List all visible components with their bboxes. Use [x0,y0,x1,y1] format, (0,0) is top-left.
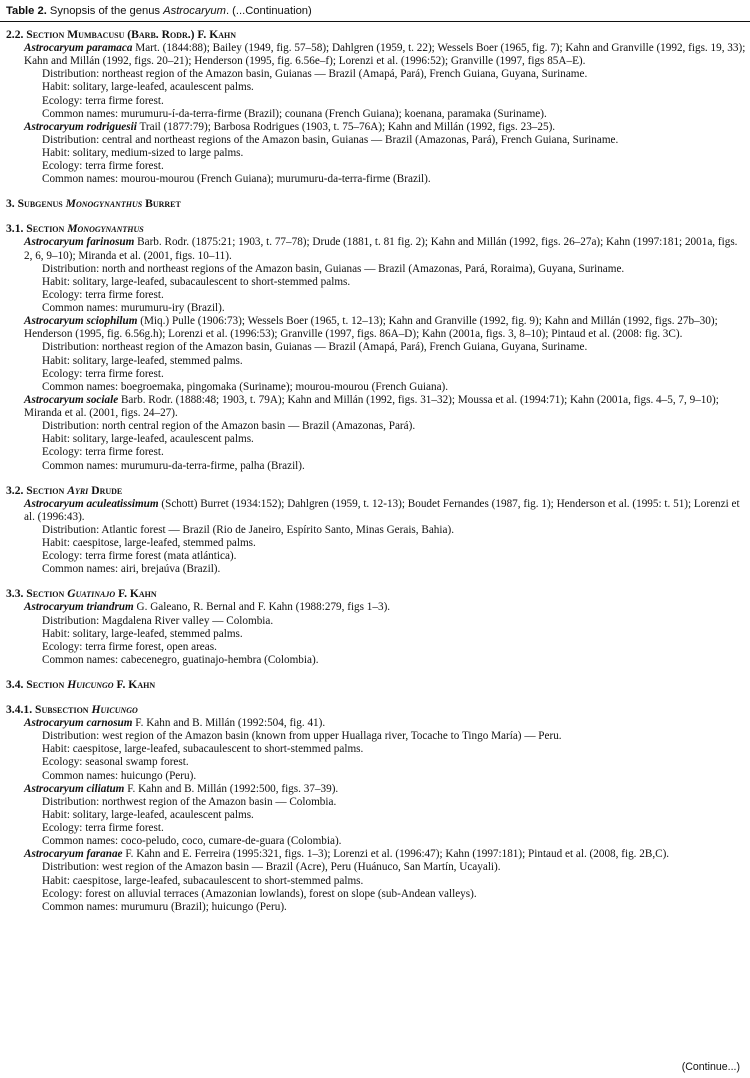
species-entry [6,848,746,861]
species-detail-line: Habit: caespitose, large-leafed, stemmed palms. [42,537,256,549]
section-heading [6,703,746,717]
section-gap [6,576,746,587]
section-taxon: Huicungo [67,678,114,691]
species-name: Astrocaryum sociale [24,393,119,406]
caption-genus: Astrocaryum [163,5,226,17]
species-detail-line: Distribution: north central region of the Amazon basin — Brazil (Amazonas, Pará). [42,420,416,433]
species-detail-line: Ecology: terra firme forest. [42,367,164,380]
species-references: G. Galeano, R. Bernal and F. Kahn (1988:279, figs 1–3). [136,601,391,614]
species-detail-line: Habit: solitary, large-leafed, acaulescent palms. [42,433,254,446]
section-number: 3.4.1. [6,703,33,716]
species-detail-line: Ecology: terra firme forest. [42,288,164,301]
species-detail-line: Common names: murumuru-iry (Brazil). [42,302,225,314]
section-rank: Section [26,587,65,601]
species-entry [6,601,746,614]
species-entry [6,717,746,730]
section-heading [6,484,746,498]
species-entry [6,783,746,796]
section-gap [6,211,746,222]
species-detail-line: Common names: murumuru (Brazil); huicungo (Peru). [42,900,287,913]
species-detail-line: Distribution: west region of the Amazon basin — Brazil (Acre), Peru (Huánuco, San Martín, Ucayali). [42,861,501,874]
species-references: Barb. Rodr. (1875:21; 1903, t. 77–78); Drude (1881, t. 81 fig. 2); Kahn and Millán (1992, figs. 26–27a); Kahn (1997:181; 2001a, figs. 2, 6, 9–10); Miranda et al. (2001, figs. 10–11). [24,236,738,262]
section-rank: Subgenus [17,197,63,211]
species-name: Astrocaryum aculeatissimum [24,497,159,510]
species-detail-line: Habit: solitary, large-leafed, stemmed palms. [42,354,243,367]
species-detail-line: Habit: solitary, large-leafed, acaulescent palms. [42,81,254,94]
section-number: 2.2. [6,28,24,41]
caption-text-after: . (...Continuation) [225,5,312,17]
species-detail-line: Common names: cabecenegro, guatinajo-hembra (Colombia). [42,653,319,666]
caption-text-before: Synopsis of the genus [46,5,164,17]
section-heading [6,587,746,601]
species-detail-line: Distribution: northeast region of the Amazon basin, Guianas — Brazil (Amapá, Pará), French Guiana, Guyana, Suriname. [42,341,588,354]
species-detail-line: Ecology: terra firme forest. [42,446,164,459]
section-number: 3.3. [6,587,24,601]
section-rank: Section [26,28,65,41]
species-detail-line: Distribution: north and northeast regions of the Amazon basin, Guianas — Brazil (Amazonas, Pará, Roraima), Guyana, Suriname. [42,262,625,275]
section-taxon: Monogynanthus [65,197,143,211]
species-detail-line: Ecology: terra firme forest (mata atlántica). [42,550,237,563]
caption-label: Table 2. [6,5,47,17]
species-name: Astrocaryum rodriguesii [24,120,137,133]
section-rank: Section [26,483,65,497]
section-heading [6,28,746,42]
species-detail-line: Distribution: Atlantic forest — Brazil (Rio de Janeiro, Espírito Santo, Minas Gerais, Bahia). [42,523,454,536]
species-detail-line: Distribution: west region of the Amazon basin (known from upper Huallaga river, Tocache to Tingo María) — Peru. [42,730,562,743]
section-author: (Barb. Rodr.) F. Kahn [127,28,236,41]
species-entry [6,42,746,68]
section-gap [6,667,746,678]
section-gap [6,692,746,703]
section-taxon: Monogynanthus [67,222,144,236]
species-detail-line: Ecology: seasonal swamp forest. [42,756,189,769]
species-detail-line: Distribution: northeast region of the Amazon basin, Guianas — Brazil (Amapá, Pará), French Guiana, Guyana, Suriname. [42,68,588,81]
section-gap [6,473,746,484]
section-author: F. Kahn [116,678,156,691]
synopsis-content [6,28,746,914]
species-detail-line: Ecology: terra firme forest. [42,160,164,173]
species-detail-line: Common names: murumuru-í-da-terra-firme (Brazil); counana (French Guiana); koenana, paramaka (Suriname). [42,107,547,120]
species-detail-line: Common names: boegroemaka, pingomaka (Suriname); mourou-mourou (French Guiana). [42,380,449,393]
species-name: Astrocaryum ciliatum [24,782,125,795]
species-detail-line: Common names: huicungo (Peru). [42,769,197,782]
species-name: Astrocaryum paramaca [24,42,133,54]
species-entry [6,394,746,420]
section-author: Drude [91,483,123,497]
table-caption [6,4,312,18]
species-detail-line: Distribution: Magdalena River valley — Colombia. [42,614,274,627]
species-name: Astrocaryum triandrum [24,601,134,614]
species-references: Barb. Rodr. (1888:48; 1903, t. 79A); Kahn and Millán (1992, figs. 31–32); Moussa et al. (1994:71); Kahn (2001a, figs. 4–5, 7, 9–10); Miranda et al. (2001, figs. 24–27). [24,393,719,419]
species-entry [6,498,746,524]
species-detail-line: Habit: caespitose, large-leafed, subacaulescent to short-stemmed palms. [42,743,364,756]
species-detail-line: Ecology: forest on alluvial terraces (Amazonian lowlands), forest on slope (sub-Andean valleys). [42,887,477,900]
section-heading [6,222,746,236]
section-rank: Section [26,678,65,691]
section-number: 3.4. [6,678,24,691]
species-references: (Miq.) Pulle (1906:73); Wessels Boer (1965, t. 12–13); Kahn and Granville (1992, fig. 9); Kahn and Millán (1992, figs. 27b–30); Henderson (1995, fig. 6.56g.h); Lorenzi et al. (1996:53); Granville (1997, figs. 86A–D); Kahn (2001a, figs. 3, 8–10); Pintaud et al. (2008: fig. 3C). [24,315,718,341]
species-references: (Schott) Burret (1934:152); Dahlgren (1959, t. 12-13); Boudet Fernandes (1987, fig. 1); Henderson et al. (1995: t. 51); Lorenzi et al. (1996:43). [24,497,740,523]
species-detail-line: Common names: mourou-mourou (French Guiana); murumuru-da-terra-firme (Brazil). [42,173,431,186]
section-number: 3.2. [6,483,24,497]
species-references: Trail (1877:79); Barbosa Rodrigues (1903, t. 75–76A); Kahn and Millán (1992, figs. 23–25). [139,120,556,133]
species-name: Astrocaryum farinosum [24,236,135,249]
species-detail-line: Common names: airi, brejaúva (Brazil). [42,563,221,576]
species-detail-line: Habit: solitary, medium-sized to large palms. [42,147,244,159]
section-author: Burret [145,197,181,211]
species-references: F. Kahn and E. Ferreira (1995:321, figs. 1–3); Lorenzi et al. (1996:47); Kahn (1997:181); Pintaud et al. (2008, fig. 2B,C). [125,848,670,861]
species-name: Astrocaryum faranae [24,848,123,861]
section-taxon: Mumbacusu [67,28,125,41]
section-author: F. Kahn [118,587,157,601]
section-taxon: Ayri [67,483,89,497]
species-detail-line: Ecology: terra firme forest, open areas. [42,640,217,653]
species-references: F. Kahn and B. Millán (1992:500, figs. 37–39). [127,782,339,795]
species-references: F. Kahn and B. Millán (1992:504, fig. 41). [135,717,326,729]
section-number: 3. [6,197,15,211]
species-entry [6,315,746,341]
species-entry [6,121,746,134]
section-heading [6,678,746,692]
section-heading [6,197,746,211]
section-rank: Section [26,222,65,236]
species-detail-line: Common names: coco-peludo, coco, cumare-de-guara (Colombia). [42,835,342,848]
section-gap [6,186,746,197]
species-references: Mart. (1844:88); Bailey (1949, fig. 57–58); Dahlgren (1959, t. 22); Wessels Boer (1965, fig. 7); Kahn and Granville (1992, figs. 19, 33); Kahn and Millán (1992, figs. 20–21); Henderson (1995, fig. 6.56e–f); Lorenzi et al. (1996:52); Granville (1997, figs 85A–E). [24,42,746,68]
species-name: Astrocaryum carnosum [24,717,133,729]
species-detail-line: Distribution: central and northeast regions of the Amazon basin, Guianas — Brazil (Amazonas, Pará), French Guiana, Suriname. [42,133,619,146]
species-detail-line: Distribution: northwest region of the Amazon basin — Colombia. [42,795,337,808]
continue-note: (Continue...) [681,1061,740,1073]
species-name: Astrocaryum sciophilum [24,315,138,328]
species-detail-line: Ecology: terra firme forest. [42,94,164,107]
species-entry [6,236,746,262]
species-detail-line: Common names: murumuru-da-terra-firme, palha (Brazil). [42,459,305,472]
section-taxon: Guatinajo [67,587,116,601]
section-taxon: Huicungo [91,703,138,716]
species-detail-line: Habit: caespitose, large-leafed, subacaulescent to short-stemmed palms. [42,874,364,887]
section-number: 3.1. [6,222,24,236]
species-detail-line: Ecology: terra firme forest. [42,822,164,834]
species-detail-line: Habit: solitary, large-leafed, acaulescent palms. [42,808,254,821]
species-detail-line: Habit: solitary, large-leafed, subacaulescent to short-stemmed palms. [42,275,351,288]
caption-rule [0,21,750,22]
section-rank: Subsection [35,703,89,716]
species-detail-line: Habit: solitary, large-leafed, stemmed palms. [42,627,243,640]
